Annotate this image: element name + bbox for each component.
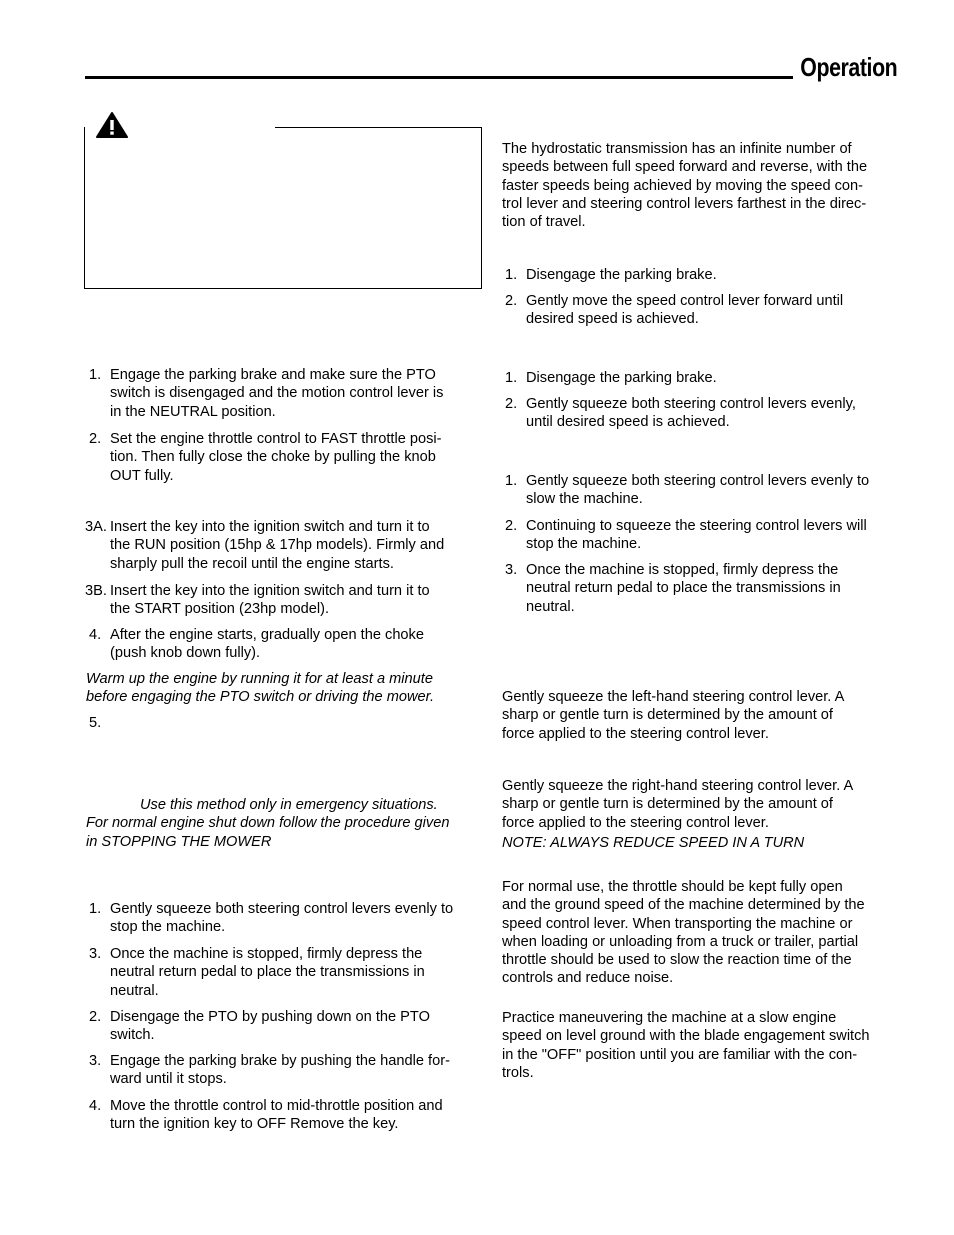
- list-item-number: 2.: [505, 293, 518, 309]
- list-item-line: Gently squeeze both steering control levers evenly to: [526, 473, 870, 489]
- intro-line: trol lever and steering control levers farthest in the direc-: [502, 195, 867, 212]
- list-item-text: [110, 518, 490, 573]
- right-turn-text: [502, 777, 902, 852]
- turn-note: NOTE: ALWAYS REDUCE SPEED IN A TURN: [502, 834, 805, 851]
- practice-text: [502, 1009, 902, 1082]
- list-item-number: 4.: [89, 1098, 102, 1114]
- list-item-number: 3A.: [85, 519, 107, 535]
- list-item-line: Gently squeeze both steering control levers evenly to: [110, 901, 454, 917]
- emergency-note-line: Use this method only in emergency situations.: [140, 797, 438, 813]
- left-turn-line: sharp or gentle turn is determined by the amount of: [502, 707, 833, 724]
- list-item-number: 1.: [505, 473, 518, 489]
- list-item-line: the RUN position (15hp & 17hp models). Firmly and: [110, 537, 445, 554]
- list-item-line: Gently squeeze both steering control levers evenly,: [526, 396, 856, 412]
- list-item-number: 3B.: [85, 583, 107, 599]
- throttle-line: speed control lever. When transporting the machine or: [502, 915, 853, 932]
- page-title: Operation: [799, 52, 897, 82]
- list-item-number: 1.: [505, 267, 518, 283]
- list-item-line: Insert the key into the ignition switch and turn it to: [110, 519, 430, 535]
- left-turn-line: force applied to the steering control lever.: [502, 725, 769, 742]
- list-item-line: slow the machine.: [526, 491, 643, 508]
- intro-line: tion of travel.: [502, 214, 586, 231]
- list-item-text: [110, 1008, 490, 1045]
- list-item-line: Engage the parking brake by pushing the handle for-: [110, 1053, 450, 1069]
- list-item-line: Engage the parking brake and make sure the PTO: [110, 367, 436, 383]
- emergency-note-line: in STOPPING THE MOWER: [86, 833, 272, 850]
- list-item-number: 2.: [89, 1009, 102, 1025]
- throttle-line: and the ground speed of the machine determined by the: [502, 897, 865, 914]
- list-item-text: [110, 1052, 490, 1089]
- list-item-text: [110, 945, 490, 1000]
- list-item-number: 4.: [89, 627, 102, 643]
- intro-line: speeds between full speed forward and reverse, with the: [502, 159, 868, 176]
- throttle-line: when loading or unloading from a truck or trailer, partial: [502, 933, 859, 950]
- list-item-line: After the engine starts, gradually open the choke: [110, 627, 424, 643]
- list-item-text: [526, 561, 906, 616]
- warning-triangle-icon: [94, 110, 130, 140]
- list-item-line: Insert the key into the ignition switch and turn it to: [110, 583, 430, 599]
- throttle-text: [502, 878, 902, 988]
- right-turn-line: sharp or gentle turn is determined by the amount of: [502, 796, 833, 813]
- intro-line: The hydrostatic transmission has an infinite number of: [502, 141, 852, 157]
- list-item-line: neutral return pedal to place the transmissions in: [526, 580, 841, 597]
- list-item-line: OUT fully.: [110, 467, 174, 484]
- intro-line: faster speeds being achieved by moving the speed con-: [502, 177, 864, 194]
- warmup-note-line: Warm up the engine by running it for at least a minute: [86, 671, 433, 687]
- list-item-line: in the NEUTRAL position.: [110, 403, 276, 420]
- step-5-number: 5.: [89, 715, 102, 731]
- list-item-line: Gently move the speed control lever forward until: [526, 293, 844, 309]
- warmup-note: [86, 670, 486, 707]
- list-item-text: [526, 517, 906, 554]
- list-item-line: desired speed is achieved.: [526, 311, 699, 328]
- list-item-text: [110, 366, 490, 421]
- list-item-text: [526, 292, 906, 329]
- list-item-text: [526, 266, 906, 284]
- header-rule: [85, 76, 793, 79]
- list-item-line: stop the machine.: [526, 536, 642, 553]
- list-item-line: stop the machine.: [110, 919, 226, 936]
- list-item-text: [526, 472, 906, 509]
- list-item-number: 2.: [89, 431, 102, 447]
- list-item-line: Once the machine is stopped, firmly depress the: [526, 562, 839, 578]
- list-item-line: switch.: [110, 1027, 155, 1044]
- list-item-number: 1.: [89, 901, 102, 917]
- transmission-intro: [502, 140, 902, 231]
- practice-line: trols.: [502, 1064, 534, 1081]
- list-item-number: 1.: [89, 367, 102, 383]
- throttle-line: throttle should be used to slow the reaction time of the: [502, 952, 852, 969]
- throttle-line: controls and reduce noise.: [502, 970, 674, 987]
- warmup-note-line: before engaging the PTO switch or driving the mower.: [86, 689, 434, 706]
- list-item-number: 2.: [505, 518, 518, 534]
- list-item-number: 3.: [505, 562, 518, 578]
- list-item-line: Disengage the parking brake.: [526, 267, 717, 283]
- list-item-line: the START position (23hp model).: [110, 601, 330, 618]
- practice-line: speed on level ground with the blade engagement switch: [502, 1028, 870, 1045]
- list-item-text: [110, 1097, 490, 1134]
- left-turn-text: [502, 688, 902, 743]
- list-item-line: sharply pull the recoil until the engine starts.: [110, 555, 394, 572]
- list-item-line: neutral return pedal to place the transmissions in: [110, 964, 425, 981]
- list-item-line: neutral.: [110, 982, 159, 999]
- list-item-text: [110, 430, 490, 485]
- list-item-text: [526, 395, 906, 432]
- list-item-line: tion. Then fully close the choke by pulling the knob: [110, 449, 436, 466]
- warning-box: [84, 127, 482, 289]
- right-turn-line: Gently squeeze the right-hand steering control lever. A: [502, 778, 854, 794]
- list-item-line: ward until it stops.: [110, 1071, 227, 1088]
- list-item-line: neutral.: [526, 598, 575, 615]
- list-item-line: switch is disengaged and the motion control lever is: [110, 385, 444, 402]
- list-item-line: Set the engine throttle control to FAST throttle posi-: [110, 431, 442, 447]
- list-item-text: [526, 369, 906, 387]
- list-item-line: Disengage the parking brake.: [526, 370, 717, 386]
- left-turn-line: Gently squeeze the left-hand steering control lever. A: [502, 689, 845, 705]
- list-item-text: [110, 900, 490, 937]
- list-item-line: Continuing to squeeze the steering control levers will: [526, 518, 867, 534]
- throttle-line: For normal use, the throttle should be kept fully open: [502, 879, 843, 895]
- list-item-text: [110, 626, 490, 663]
- list-item-line: until desired speed is achieved.: [526, 414, 730, 431]
- list-item-text: [110, 582, 490, 619]
- practice-line: Practice maneuvering the machine at a slow engine: [502, 1010, 837, 1026]
- right-turn-line: force applied to the steering control lever.: [502, 814, 769, 831]
- list-item-number: 1.: [505, 370, 518, 386]
- list-item-line: turn the ignition key to OFF Remove the key.: [110, 1116, 399, 1133]
- warning-box-top-rule: [275, 127, 481, 128]
- list-item-number: 3.: [89, 1053, 102, 1069]
- list-item-line: Once the machine is stopped, firmly depress the: [110, 946, 423, 962]
- list-item-number: 2.: [505, 396, 518, 412]
- emergency-note-line: For normal engine shut down follow the procedure given: [86, 815, 450, 832]
- list-item-number: 3.: [89, 946, 102, 962]
- list-item-line: Move the throttle control to mid-throttle position and: [110, 1098, 443, 1114]
- practice-line: in the "OFF" position until you are familiar with the con-: [502, 1046, 858, 1063]
- list-item-line: Disengage the PTO by pushing down on the PTO: [110, 1009, 430, 1025]
- list-item-line: (push knob down fully).: [110, 645, 261, 662]
- emergency-note: [86, 796, 486, 851]
